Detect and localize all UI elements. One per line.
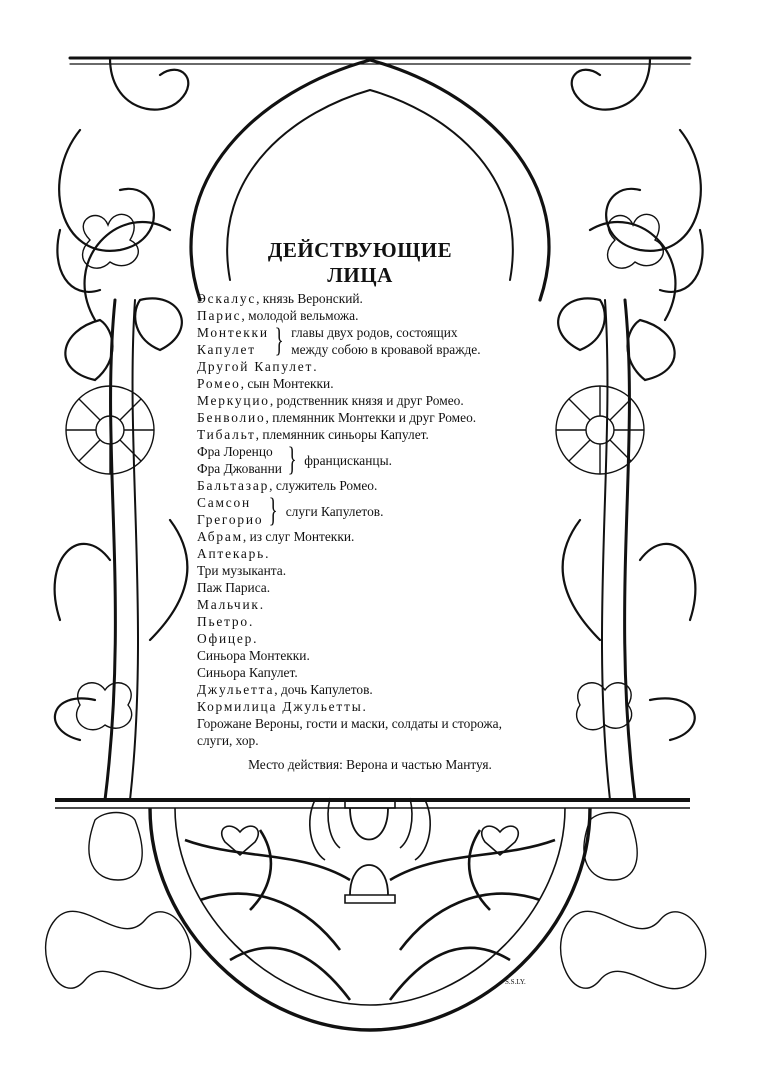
cast-group-servants [197, 494, 537, 528]
cast-item: Эскалус, князь Веронский. [197, 291, 363, 306]
setting-note: Место действия: Верона и частью Мантуя. [248, 757, 492, 772]
page-title [200, 238, 520, 288]
cast-item: Бальтазар, служитель Ромео. [197, 478, 378, 493]
group-note: между собою в кровавой вражде. [291, 342, 481, 357]
group-note: францисканцы. [304, 452, 392, 468]
cast-name: Самсон [197, 495, 251, 510]
title-line-1: ДЕЙСТВУЮЩИЕ [267, 238, 453, 262]
brace-icon: } [269, 492, 279, 529]
cast-item: Парис, молодой вельможа. [197, 308, 359, 323]
cast-name: Грегорио [197, 512, 264, 527]
cast-item: Ромео, сын Монтекки. [197, 376, 334, 391]
cast-item: Три музыканта. [197, 563, 287, 578]
cast-item: Синьора Монтекки. [197, 648, 310, 663]
cast-group-heads [197, 324, 537, 358]
cast-name: Монтекки [197, 325, 269, 340]
brace-icon: } [274, 322, 284, 359]
cast-item: Другой Капулет. [197, 359, 317, 374]
brace-icon: } [287, 441, 297, 478]
group-note: главы двух родов, состоящих [291, 325, 458, 340]
cast-item: Тибальт, племянник синьоры Капулет. [197, 427, 429, 442]
cast-name: Капулет [197, 342, 256, 357]
cast-item: Паж Париса. [197, 580, 271, 595]
cast-name: Фра Джованни [197, 461, 282, 476]
cast-item: Офицер. [197, 631, 257, 646]
cast-item-citizens-cont: слуги, хор. [197, 733, 259, 748]
artist-signature: S.S.LY. [505, 978, 526, 986]
cast-item: Джульетта, дочь Капулетов. [197, 682, 373, 697]
cast-item: Абрам, из слуг Монтекки. [197, 529, 355, 544]
cast-name: Фра Лоренцо [197, 444, 273, 459]
title-line-2: ЛИЦА [327, 263, 393, 287]
group-note: слуги Капулетов. [285, 503, 384, 519]
cast-item: Мальчик. [197, 597, 264, 612]
cast-item: Синьора Капулет. [197, 665, 298, 680]
cast-item: Кормилица Джульетты. [197, 699, 366, 714]
cast-item: Аптекарь. [197, 546, 269, 561]
cast-item: Меркуцио, родственник князя и друг Ромео. [197, 393, 464, 408]
cast-item-citizens: Горожане Вероны, гости и маски, солдаты и сторожа, [197, 716, 502, 731]
cast-list [197, 290, 537, 749]
cast-group-friars [197, 443, 537, 477]
cast-item: Пьетро. [197, 614, 253, 629]
cast-item: Бенволио, племянник Монтекки и друг Ромео. [197, 410, 477, 425]
